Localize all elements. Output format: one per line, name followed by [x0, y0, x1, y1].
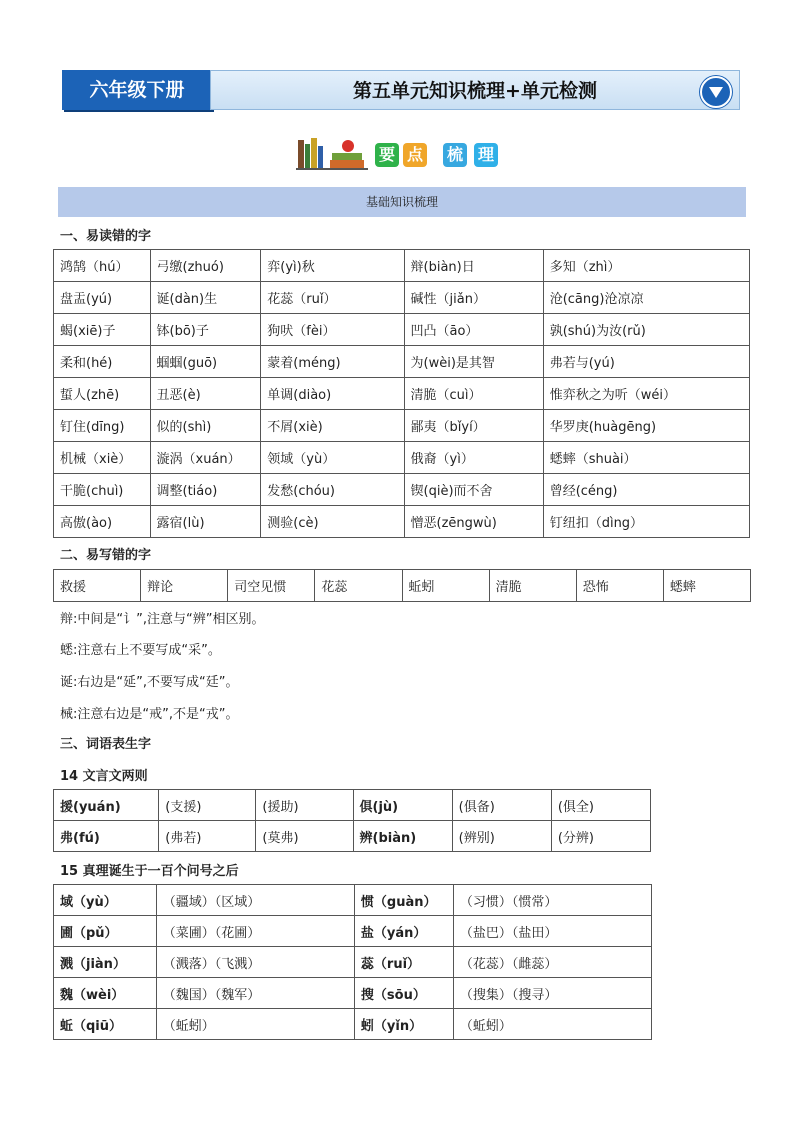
table-row	[54, 506, 750, 538]
lesson14-title: 14 文言文两则	[60, 769, 148, 784]
table-cell: 清脆	[489, 570, 576, 602]
table-cell: （蚯蚓）	[453, 1009, 651, 1040]
table-row	[54, 947, 652, 978]
miswritten-words-table	[53, 569, 751, 602]
table-cell: 盘盂(yú)	[54, 282, 151, 314]
table-cell: 恐怖	[576, 570, 663, 602]
table-cell: (莫弗)	[256, 821, 353, 852]
note-2: 蟋:注意右上不要写成“采”。	[60, 643, 221, 658]
lesson14-table	[53, 789, 651, 852]
key-point-char-4: 理	[474, 143, 498, 167]
table-cell: (分辨)	[551, 821, 650, 852]
table-cell: 诞(dàn)生	[150, 282, 261, 314]
table-cell: (俱全)	[551, 790, 650, 821]
table-cell: 露宿(lù)	[150, 506, 261, 538]
table-cell: 测验(cè)	[261, 506, 404, 538]
table-cell: （溅落）（飞溅）	[156, 947, 354, 978]
table-cell: 干脆(chuì)	[54, 474, 151, 506]
table-cell: 辩(biàn)日	[404, 250, 543, 282]
table-cell: 钉纽扣（dìng）	[543, 506, 749, 538]
table-cell: 弗若与(yú)	[543, 346, 749, 378]
table-cell: 弓缴(zhuó)	[150, 250, 261, 282]
table-cell: 鄙夷（bǐyí）	[404, 410, 543, 442]
books-icon	[296, 134, 368, 170]
table-cell: （盐巴）（盐田）	[453, 916, 651, 947]
table-cell: 漩涡（xuán）	[150, 442, 261, 474]
chevron-down-icon[interactable]	[700, 76, 732, 108]
table-cell: 锲(qiè)而不舍	[404, 474, 543, 506]
table-cell: 钉住(dīng)	[54, 410, 151, 442]
table-cell: 惟弈秋之为听（wéi）	[543, 378, 749, 410]
table-row	[54, 314, 750, 346]
table-cell: 憎恶(zēngwù)	[404, 506, 543, 538]
table-row	[54, 978, 652, 1009]
table-cell: 蟋蟀	[663, 570, 750, 602]
note-3: 诞:右边是“延”,不要写成“廷”。	[60, 675, 239, 690]
table-row	[54, 282, 750, 314]
table-cell: 圃（pǔ）	[54, 916, 157, 947]
table-cell: 蕊（ruǐ）	[354, 947, 453, 978]
table-cell: 碱性（jiǎn）	[404, 282, 543, 314]
misread-chars-table	[53, 249, 750, 538]
table-cell: (支援)	[159, 790, 256, 821]
part1-heading: 一、易读错的字	[60, 229, 152, 244]
part2-heading: 二、易写错的字	[60, 548, 152, 563]
table-cell: 俄裔（yì）	[404, 442, 543, 474]
table-cell: 救援	[54, 570, 141, 602]
table-cell: 蒙着(méng)	[261, 346, 404, 378]
table-cell: 蚯蚓	[402, 570, 489, 602]
table-row	[54, 442, 750, 474]
table-cell: (弗若)	[159, 821, 256, 852]
table-row	[54, 474, 750, 506]
lesson15-title: 15 真理诞生于一百个问号之后	[60, 864, 239, 879]
table-row	[54, 346, 750, 378]
table-row	[54, 1009, 652, 1040]
table-cell: (俱备)	[452, 790, 551, 821]
table-cell: （习惯）（惯常）	[453, 885, 651, 916]
table-row	[54, 916, 652, 947]
table-row	[54, 821, 651, 852]
key-point-char-2: 点	[403, 143, 427, 167]
table-row	[54, 570, 751, 602]
table-cell: (辨别)	[452, 821, 551, 852]
table-cell: 高傲(ào)	[54, 506, 151, 538]
table-cell: 花蕊（ruǐ）	[261, 282, 404, 314]
table-row	[54, 410, 750, 442]
table-cell: 域（yù）	[54, 885, 157, 916]
table-cell: 曾经(céng)	[543, 474, 749, 506]
table-cell: 盐（yán）	[354, 916, 453, 947]
table-cell: 弗(fú)	[54, 821, 159, 852]
table-cell: 蝈蝈(guō)	[150, 346, 261, 378]
table-cell: （花蕊）（雌蕊）	[453, 947, 651, 978]
table-cell: 辨(biàn)	[353, 821, 452, 852]
table-cell: 魏（wèi）	[54, 978, 157, 1009]
table-cell: 蟋蟀（shuài）	[543, 442, 749, 474]
table-cell: 单调(diào)	[261, 378, 404, 410]
table-cell: 惯（guàn）	[354, 885, 453, 916]
table-cell: 援(yuán)	[54, 790, 159, 821]
table-cell: 似的(shì)	[150, 410, 261, 442]
table-cell: 鸿鹄（hú）	[54, 250, 151, 282]
table-cell: 丑恶(è)	[150, 378, 261, 410]
table-row	[54, 885, 652, 916]
table-cell: 为(wèi)是其智	[404, 346, 543, 378]
table-cell: 领域（yù）	[261, 442, 404, 474]
table-cell: 柔和(hé)	[54, 346, 151, 378]
table-cell: 钵(bō)子	[150, 314, 261, 346]
table-row	[54, 790, 651, 821]
table-cell: 搜（sōu）	[354, 978, 453, 1009]
table-cell: 华罗庚(huàgēng)	[543, 410, 749, 442]
note-4: 械:注意右边是“戒”,不是“戎”。	[60, 707, 239, 722]
table-cell: （菜圃）（花圃）	[156, 916, 354, 947]
table-cell: 狗吠（fèi）	[261, 314, 404, 346]
grade-label: 六年级下册	[62, 70, 212, 110]
note-1: 辩:中间是“讠”,注意与“辨”相区别。	[60, 612, 265, 627]
table-cell: 辩论	[141, 570, 228, 602]
table-cell: 凹凸（āo）	[404, 314, 543, 346]
section-title: 基础知识梳理	[58, 187, 746, 217]
table-cell: 孰(shú)为汝(rǔ)	[543, 314, 749, 346]
table-cell: 司空见惯	[228, 570, 315, 602]
table-cell: （疆域）（区域）	[156, 885, 354, 916]
lesson15-table	[53, 884, 652, 1040]
key-point-char-1: 要	[375, 143, 399, 167]
table-cell: （搜集）（搜寻）	[453, 978, 651, 1009]
part3-heading: 三、词语表生字	[60, 737, 152, 752]
table-cell: 机械（xiè）	[54, 442, 151, 474]
table-cell: 弈(yì)秋	[261, 250, 404, 282]
key-point-char-3: 梳	[443, 143, 467, 167]
page-title: 第五单元知识梳理+单元检测	[210, 70, 740, 110]
table-cell: （蚯蚓）	[156, 1009, 354, 1040]
table-cell: 调整(tiáo)	[150, 474, 261, 506]
table-cell: 发愁(chóu)	[261, 474, 404, 506]
table-cell: 蚓（yǐn）	[354, 1009, 453, 1040]
table-cell: 蚯（qiū）	[54, 1009, 157, 1040]
table-cell: 不屑(xiè)	[261, 410, 404, 442]
table-cell: 蜇人(zhē)	[54, 378, 151, 410]
table-row	[54, 250, 750, 282]
table-row	[54, 378, 750, 410]
table-cell: 蝎(xiē)子	[54, 314, 151, 346]
table-cell: (援助)	[256, 790, 353, 821]
table-cell: 沧(cāng)沧凉凉	[543, 282, 749, 314]
table-cell: 多知（zhì）	[543, 250, 749, 282]
table-cell: 清脆（cuì）	[404, 378, 543, 410]
table-cell: 俱(jù)	[353, 790, 452, 821]
table-cell: 花蕊	[315, 570, 402, 602]
table-cell: 溅（jiàn）	[54, 947, 157, 978]
table-cell: （魏国）（魏军）	[156, 978, 354, 1009]
